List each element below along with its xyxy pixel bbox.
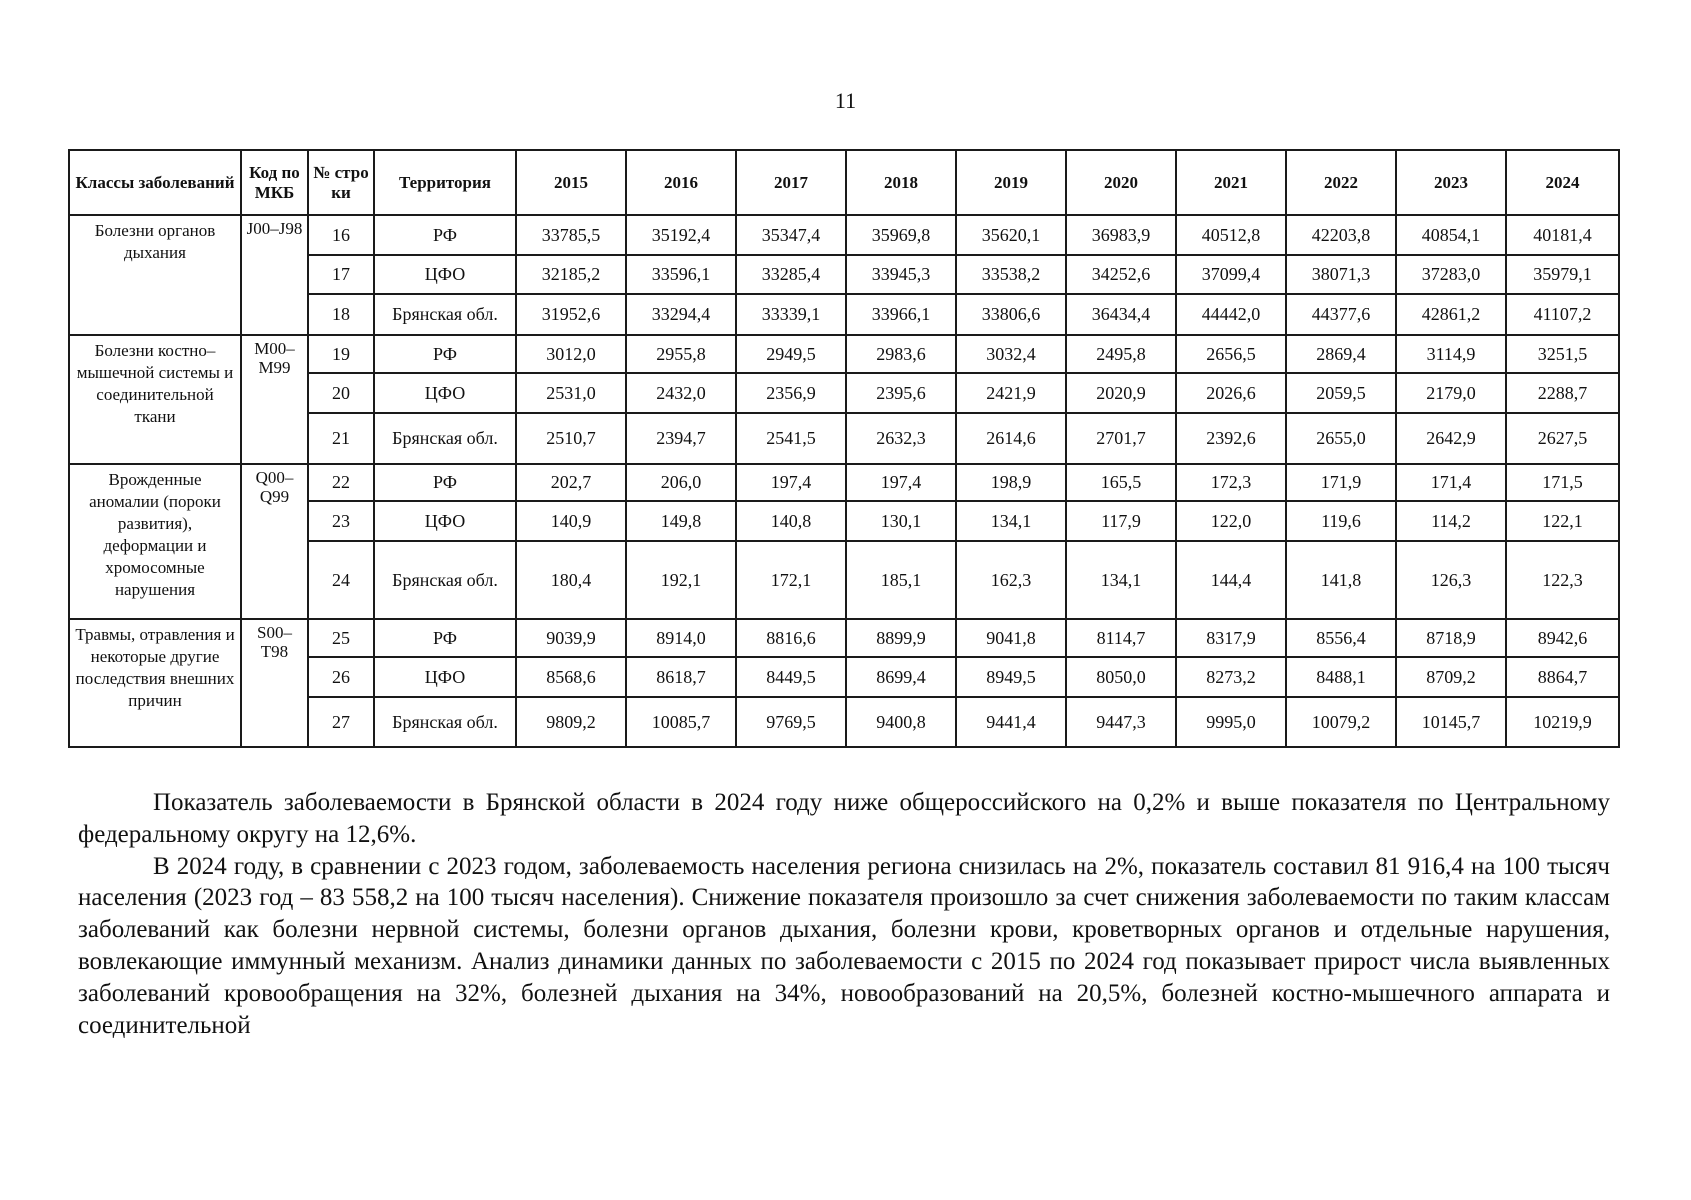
row-number-cell: 16 xyxy=(308,215,374,255)
header-row-number: № стро ки xyxy=(308,150,374,215)
value-cell: 33945,3 xyxy=(846,255,956,294)
row-number-cell: 27 xyxy=(308,697,374,747)
territory-cell: РФ xyxy=(374,464,516,501)
value-cell: 2421,9 xyxy=(956,373,1066,413)
header-year: 2016 xyxy=(626,150,736,215)
value-cell: 8449,5 xyxy=(736,657,846,697)
value-cell: 34252,6 xyxy=(1066,255,1176,294)
header-year: 2020 xyxy=(1066,150,1176,215)
header-code: Код по МКБ xyxy=(241,150,308,215)
value-cell: 119,6 xyxy=(1286,501,1396,541)
value-cell: 8114,7 xyxy=(1066,619,1176,657)
value-cell: 33966,1 xyxy=(846,294,956,335)
value-cell: 149,8 xyxy=(626,501,736,541)
value-cell: 31952,6 xyxy=(516,294,626,335)
value-cell: 8942,6 xyxy=(1506,619,1619,657)
table-row xyxy=(69,464,1619,501)
value-cell: 3251,5 xyxy=(1506,335,1619,373)
value-cell: 10079,2 xyxy=(1286,697,1396,747)
header-year: 2019 xyxy=(956,150,1066,215)
value-cell: 40181,4 xyxy=(1506,215,1619,255)
value-cell: 33285,4 xyxy=(736,255,846,294)
row-number-cell: 23 xyxy=(308,501,374,541)
table-body xyxy=(69,215,1619,747)
value-cell: 32185,2 xyxy=(516,255,626,294)
value-cell: 140,8 xyxy=(736,501,846,541)
value-cell: 9441,4 xyxy=(956,697,1066,747)
value-cell: 171,5 xyxy=(1506,464,1619,501)
value-cell: 2392,6 xyxy=(1176,413,1286,464)
value-cell: 140,9 xyxy=(516,501,626,541)
value-cell: 9809,2 xyxy=(516,697,626,747)
value-cell: 180,4 xyxy=(516,541,626,619)
value-cell: 117,9 xyxy=(1066,501,1176,541)
value-cell: 42861,2 xyxy=(1396,294,1506,335)
value-cell: 9995,0 xyxy=(1176,697,1286,747)
value-cell: 8709,2 xyxy=(1396,657,1506,697)
territory-cell: ЦФО xyxy=(374,501,516,541)
value-cell: 9039,9 xyxy=(516,619,626,657)
value-cell: 40512,8 xyxy=(1176,215,1286,255)
value-cell: 8273,2 xyxy=(1176,657,1286,697)
body-text xyxy=(78,787,1610,1041)
page-number: 11 xyxy=(834,88,857,113)
value-cell: 9447,3 xyxy=(1066,697,1176,747)
value-cell: 202,7 xyxy=(516,464,626,501)
value-cell: 35347,4 xyxy=(736,215,846,255)
icd-code-cell: M00–M99 xyxy=(241,335,308,464)
value-cell: 40854,1 xyxy=(1396,215,1506,255)
value-cell: 144,4 xyxy=(1176,541,1286,619)
header-year: 2017 xyxy=(736,150,846,215)
icd-code-cell: S00–T98 xyxy=(241,619,308,747)
value-cell: 197,4 xyxy=(846,464,956,501)
value-cell: 197,4 xyxy=(736,464,846,501)
header-year: 2015 xyxy=(516,150,626,215)
value-cell: 10219,9 xyxy=(1506,697,1619,747)
header-territory: Территория xyxy=(374,150,516,215)
row-number-cell: 18 xyxy=(308,294,374,335)
value-cell: 2059,5 xyxy=(1286,373,1396,413)
value-cell: 8864,7 xyxy=(1506,657,1619,697)
value-cell: 2531,0 xyxy=(516,373,626,413)
value-cell: 9041,8 xyxy=(956,619,1066,657)
value-cell: 10145,7 xyxy=(1396,697,1506,747)
value-cell: 2432,0 xyxy=(626,373,736,413)
value-cell: 162,3 xyxy=(956,541,1066,619)
value-cell: 35192,4 xyxy=(626,215,736,255)
value-cell: 8618,7 xyxy=(626,657,736,697)
value-cell: 36983,9 xyxy=(1066,215,1176,255)
disease-class-cell: Болезни органов дыхания xyxy=(69,215,241,335)
icd-code-cell: J00–J98 xyxy=(241,215,308,335)
value-cell: 185,1 xyxy=(846,541,956,619)
value-cell: 8699,4 xyxy=(846,657,956,697)
value-cell: 35969,8 xyxy=(846,215,956,255)
value-cell: 3032,4 xyxy=(956,335,1066,373)
value-cell: 2632,3 xyxy=(846,413,956,464)
value-cell: 2869,4 xyxy=(1286,335,1396,373)
row-number-cell: 24 xyxy=(308,541,374,619)
disease-class-cell: Врожденные аномалии (пороки развития), деформации и хромосомные нарушения xyxy=(69,464,241,619)
value-cell: 2510,7 xyxy=(516,413,626,464)
row-number-cell: 20 xyxy=(308,373,374,413)
value-cell: 2395,6 xyxy=(846,373,956,413)
value-cell: 171,9 xyxy=(1286,464,1396,501)
value-cell: 33785,5 xyxy=(516,215,626,255)
value-cell: 165,5 xyxy=(1066,464,1176,501)
value-cell: 2614,6 xyxy=(956,413,1066,464)
value-cell: 35620,1 xyxy=(956,215,1066,255)
value-cell: 172,1 xyxy=(736,541,846,619)
value-cell: 130,1 xyxy=(846,501,956,541)
value-cell: 2949,5 xyxy=(736,335,846,373)
value-cell: 33294,4 xyxy=(626,294,736,335)
value-cell: 8568,6 xyxy=(516,657,626,697)
value-cell: 122,0 xyxy=(1176,501,1286,541)
value-cell: 8914,0 xyxy=(626,619,736,657)
table-header-row xyxy=(69,150,1619,215)
territory-cell: ЦФО xyxy=(374,657,516,697)
territory-cell: РФ xyxy=(374,335,516,373)
territory-cell: Брянская обл. xyxy=(374,697,516,747)
value-cell: 44442,0 xyxy=(1176,294,1286,335)
value-cell: 134,1 xyxy=(1066,541,1176,619)
value-cell: 2356,9 xyxy=(736,373,846,413)
value-cell: 8556,4 xyxy=(1286,619,1396,657)
value-cell: 2026,6 xyxy=(1176,373,1286,413)
row-number-cell: 26 xyxy=(308,657,374,697)
value-cell: 126,3 xyxy=(1396,541,1506,619)
value-cell: 8488,1 xyxy=(1286,657,1396,697)
value-cell: 2394,7 xyxy=(626,413,736,464)
header-year: 2021 xyxy=(1176,150,1286,215)
value-cell: 41107,2 xyxy=(1506,294,1619,335)
value-cell: 3114,9 xyxy=(1396,335,1506,373)
row-number-cell: 19 xyxy=(308,335,374,373)
value-cell: 8949,5 xyxy=(956,657,1066,697)
value-cell: 2541,5 xyxy=(736,413,846,464)
value-cell: 2627,5 xyxy=(1506,413,1619,464)
table-row xyxy=(69,619,1619,657)
row-number-cell: 25 xyxy=(308,619,374,657)
value-cell: 2701,7 xyxy=(1066,413,1176,464)
value-cell: 192,1 xyxy=(626,541,736,619)
header-year: 2024 xyxy=(1506,150,1619,215)
territory-cell: ЦФО xyxy=(374,255,516,294)
value-cell: 33596,1 xyxy=(626,255,736,294)
value-cell: 172,3 xyxy=(1176,464,1286,501)
row-number-cell: 17 xyxy=(308,255,374,294)
icd-code-cell: Q00–Q99 xyxy=(241,464,308,619)
territory-cell: Брянская обл. xyxy=(374,294,516,335)
value-cell: 8718,9 xyxy=(1396,619,1506,657)
value-cell: 2955,8 xyxy=(626,335,736,373)
disease-class-cell: Травмы, отравления и некоторые другие последствия внешних причин xyxy=(69,619,241,747)
value-cell: 134,1 xyxy=(956,501,1066,541)
value-cell: 37283,0 xyxy=(1396,255,1506,294)
territory-cell: Брянская обл. xyxy=(374,413,516,464)
value-cell: 206,0 xyxy=(626,464,736,501)
header-year: 2022 xyxy=(1286,150,1396,215)
header-class: Классы заболеваний xyxy=(69,150,241,215)
value-cell: 37099,4 xyxy=(1176,255,1286,294)
value-cell: 10085,7 xyxy=(626,697,736,747)
header-year: 2018 xyxy=(846,150,956,215)
value-cell: 171,4 xyxy=(1396,464,1506,501)
value-cell: 42203,8 xyxy=(1286,215,1396,255)
value-cell: 9769,5 xyxy=(736,697,846,747)
value-cell: 8317,9 xyxy=(1176,619,1286,657)
value-cell: 2983,6 xyxy=(846,335,956,373)
value-cell: 2020,9 xyxy=(1066,373,1176,413)
value-cell: 2642,9 xyxy=(1396,413,1506,464)
table-row xyxy=(69,215,1619,255)
territory-cell: Брянская обл. xyxy=(374,541,516,619)
value-cell: 33339,1 xyxy=(736,294,846,335)
value-cell: 8816,6 xyxy=(736,619,846,657)
value-cell: 9400,8 xyxy=(846,697,956,747)
value-cell: 122,3 xyxy=(1506,541,1619,619)
value-cell: 122,1 xyxy=(1506,501,1619,541)
morbidity-table xyxy=(68,149,1620,748)
value-cell: 33538,2 xyxy=(956,255,1066,294)
value-cell: 2179,0 xyxy=(1396,373,1506,413)
row-number-cell: 22 xyxy=(308,464,374,501)
value-cell: 33806,6 xyxy=(956,294,1066,335)
value-cell: 8899,9 xyxy=(846,619,956,657)
value-cell: 35979,1 xyxy=(1506,255,1619,294)
header-year: 2023 xyxy=(1396,150,1506,215)
value-cell: 198,9 xyxy=(956,464,1066,501)
territory-cell: РФ xyxy=(374,619,516,657)
territory-cell: РФ xyxy=(374,215,516,255)
paragraph: Показатель заболеваемости в Брянской области в 2024 году ниже общероссийского на 0,2% и выше показателя по Центральному федеральному округу на 12,6%. xyxy=(78,789,1610,848)
paragraph: В 2024 году, в сравнении с 2023 годом, заболеваемость населения региона снизилась на 2%, показатель составил 81 916,4 на 100 тысяч населения (2023 год – 83 558,2 на 100 тысяч населения). Снижение показателя произошло за счет снижения заболеваемости по таким классам заболеваний как болезни нервной системы, болезни органов дыхания, болезни крови, кроветворных органов и отдельные нарушения, вовлекающие иммунный механизм. Анализ динамики данных по заболеваемости с 2015 по 2024 год показывает прирост числа выявленных заболеваний кровообращения на 32%, болезней дыхания на 34%, новообразований на 20,5%, болезней костно-мышечного аппарата и соединительной xyxy=(78,852,1610,1039)
value-cell: 2655,0 xyxy=(1286,413,1396,464)
value-cell: 44377,6 xyxy=(1286,294,1396,335)
value-cell: 36434,4 xyxy=(1066,294,1176,335)
value-cell: 3012,0 xyxy=(516,335,626,373)
value-cell: 114,2 xyxy=(1396,501,1506,541)
value-cell: 2495,8 xyxy=(1066,335,1176,373)
value-cell: 8050,0 xyxy=(1066,657,1176,697)
value-cell: 38071,3 xyxy=(1286,255,1396,294)
disease-class-cell: Болезни костно–мышечной системы и соединительной ткани xyxy=(69,335,241,464)
territory-cell: ЦФО xyxy=(374,373,516,413)
value-cell: 2288,7 xyxy=(1506,373,1619,413)
row-number-cell: 21 xyxy=(308,413,374,464)
table-row xyxy=(69,335,1619,373)
value-cell: 141,8 xyxy=(1286,541,1396,619)
value-cell: 2656,5 xyxy=(1176,335,1286,373)
